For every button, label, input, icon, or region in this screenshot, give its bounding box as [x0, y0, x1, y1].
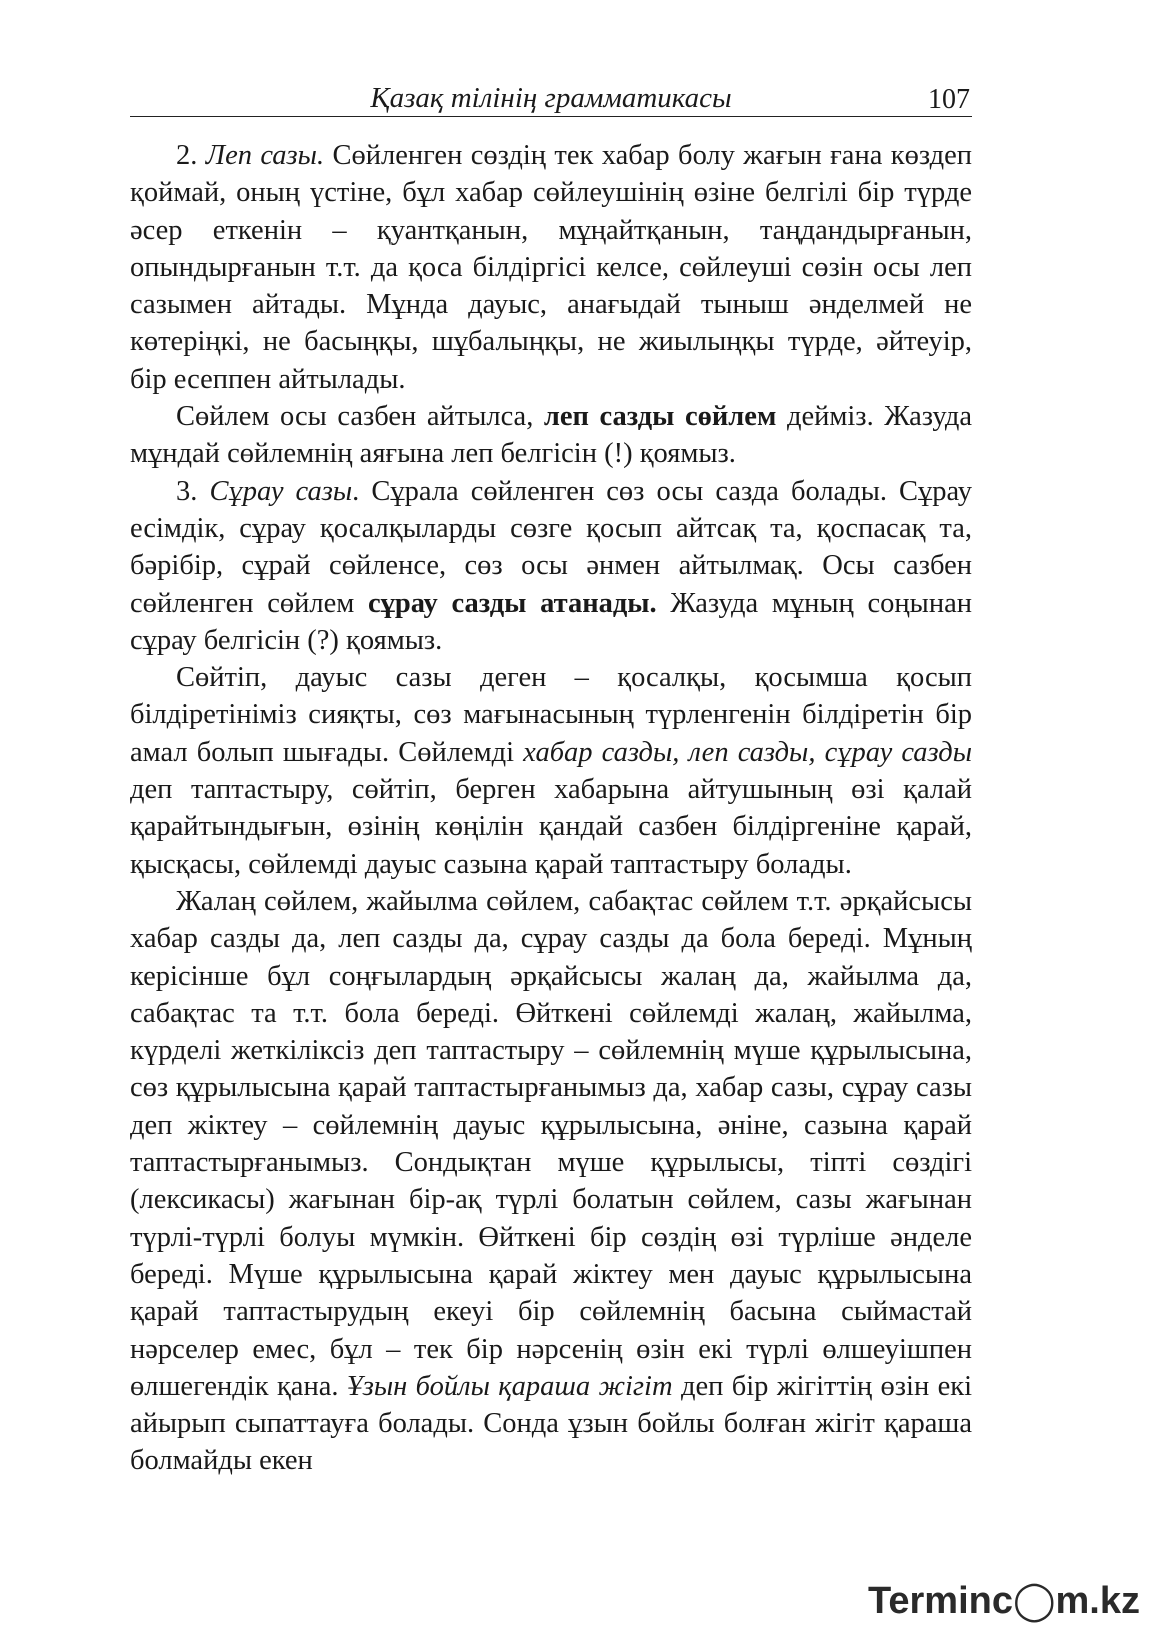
text-run: Сөйтіп, дауыс сазы деген – қосалқы, қосымша қосып білдіретініміз сияқты, сөз мағынасының түрленгенін білдіретін бір амал болып шығады. Сөйлемді	[130, 662, 972, 768]
bold-term: леп сазды сөйлем	[543, 401, 777, 433]
italic-term: хабар сазды, леп сазды, сұрау сазды	[523, 736, 972, 768]
header-title: Қазақ тілінің грамматикасы	[370, 82, 732, 114]
italic-term: Ұзын бойлы қараша жігіт	[346, 1370, 673, 1402]
text-run: 2.	[176, 140, 206, 171]
text-run: дейміз. Жазуда мұндай сөйлемнің аяғына леп белгісін (!) қоямыз.	[130, 401, 973, 470]
bold-term: сұрау сазды атанады.	[368, 587, 657, 619]
text-run: Сөйленген сөздің тек хабар болу жағын ғана көздеп қоймай, оның үстіне, бұл хабар сөйлеушінің өзіне белгілі бір түрде әсер еткенін – қуантқанын, мұңайтқанын, таңдандырғанын, опындырғанын т.т. да қоса білдіргісі келсе, сөйлеуші сөзін осы леп сазымен айтады. Мұнда дауыс, анағыдай тыныш әнделмей не көтеріңкі, не басыңқы, шұбалыңқы, не жиылыңқы түрде, әйтеуір, бір есеппен айтылады.	[130, 140, 972, 395]
text-run: Жазуда мұның соңынан сұрау белгісін (?) қоямыз.	[130, 587, 972, 656]
text-run: . Сұрала сөйленген сөз осы сазда болады. Сұрау есімдік, сұрау қосалқыларды сөзге қосып айтсақ та, қоспасақ та, бәрібір, сұрай сөйленсе, сөз осы әнмен айтылмақ. Осы сазбен сөйленген сөйлем	[130, 475, 973, 619]
italic-term: Сұрау сазы	[209, 475, 353, 507]
text-run: 3.	[176, 475, 210, 507]
running-header	[130, 80, 972, 117]
paragraph	[130, 398, 972, 473]
paragraph	[130, 883, 972, 1480]
italic-term: Леп сазы.	[205, 140, 325, 171]
watermark-text: Terminc◯m.kz	[867, 1580, 1140, 1622]
page-number: 107	[928, 84, 970, 115]
paragraph	[130, 659, 972, 883]
paragraph	[130, 137, 972, 398]
site-watermark	[868, 1578, 1140, 1623]
page-body	[130, 137, 972, 1480]
paragraph	[130, 473, 972, 659]
text-run: деп таптастыру, сөйтіп, берген хабарына айтушының өзі қалай қарайтындығын, өзінің көңілін қандай сазбен білдіргеніне қарай, қысқасы, сөйлемді дауыс сазына қарай таптастыру болады.	[130, 774, 972, 880]
text-run: Жалаң сөйлем, жайылма сөйлем, сабақтас сөйлем т.т. әрқайсысы хабар сазды да, леп сазды да, сұрау сазды да бола береді. Мұның керісінше бұл соңғылардың әрқайсысы жалаң да, жайылма да, сабақтас та т.т. бола береді. Өйткені сөйлемді жалаң, жайылма, күрделі жеткіліксіз деп таптастыру – сөйлемнің мүше құрылысына, сөз құрылысына қарай таптастырғанымыз да, хабар сазы, сұрау сазы деп жіктеу – сөйлемнің дауыс құрылысына, әніне, сазына қарай таптастырғанымыз. Сондықтан мүше құрылысы, тіпті сөздігі (лексикасы) жағынан бір-ақ түрлі болатын сөйлем, сазы жағынан түрлі-түрлі болуы мүмкін. Өйткені бір сөздің өзі түрліше әнделе береді. Мүше құрылысына қарай жіктеу мен дауыс құрылысына қарай таптастырудың екеуі бір сөйлемнің басына сыймастай нәрселер емес, бұл – тек бір нәрсенің өзін екі түрлі өлшеуішпен өлшегендік қана.	[130, 885, 972, 1402]
text-run: деп бір жігіттің өзін екі айырып сыпаттауға болады. Сонда ұзын бойлы болған жігіт қараша болмайды екен	[130, 1370, 972, 1477]
text-run: Сөйлем осы сазбен айтылса,	[176, 401, 544, 433]
